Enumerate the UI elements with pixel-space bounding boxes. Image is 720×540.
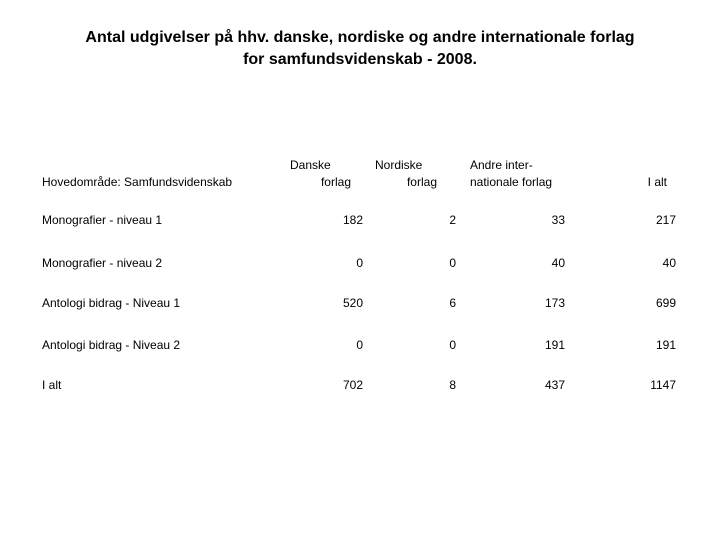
- table-cell: 191: [544, 338, 565, 352]
- table-cell: 0: [356, 338, 363, 352]
- column-header-andre-line1: Andre inter-: [470, 158, 533, 172]
- row-label: Monografier - niveau 2: [42, 256, 163, 270]
- table-cell: 0: [356, 256, 363, 270]
- row-label: Monografier - niveau 1: [42, 213, 163, 227]
- table-cell: 173: [544, 296, 565, 310]
- table-cell: 437: [544, 378, 565, 392]
- table-cell: 191: [655, 338, 676, 352]
- table-cell: 217: [655, 213, 676, 227]
- title-line-2: for samfundsvidenskab - 2008.: [243, 51, 477, 68]
- row-label: I alt: [42, 378, 62, 392]
- column-header-andre-line2: nationale forlag: [470, 175, 553, 189]
- table-cell: 699: [655, 296, 676, 310]
- table-cell: 33: [551, 213, 565, 227]
- table-cell: 8: [449, 378, 456, 392]
- table-cell: 1147: [650, 378, 676, 392]
- column-header-danske-line1: Danske: [290, 158, 331, 172]
- table-cell: 40: [662, 256, 676, 270]
- row-header-label: Hovedområde: Samfundsvidenskab: [42, 175, 233, 189]
- column-header-danske-line2: forlag: [320, 175, 351, 189]
- table-cell: 702: [342, 378, 363, 392]
- column-header-nordiske-line2: forlag: [406, 175, 437, 189]
- table-cell: 40: [551, 256, 565, 270]
- table-cell: 2: [449, 213, 456, 227]
- table-cell: 520: [342, 296, 363, 310]
- row-label: Antologi bidrag - Niveau 2: [42, 338, 181, 352]
- row-label: Antologi bidrag - Niveau 1: [42, 296, 181, 310]
- table-cell: 0: [449, 338, 456, 352]
- column-header-nordiske-line1: Nordiske: [375, 158, 423, 172]
- table-cell: 182: [342, 213, 363, 227]
- column-header-total: I alt: [647, 175, 667, 189]
- table-cell: 0: [449, 256, 456, 270]
- title-line-1: Antal udgivelser på hhv. danske, nordiske og andre internationale forlag: [85, 29, 635, 46]
- table-cell: 6: [449, 296, 456, 310]
